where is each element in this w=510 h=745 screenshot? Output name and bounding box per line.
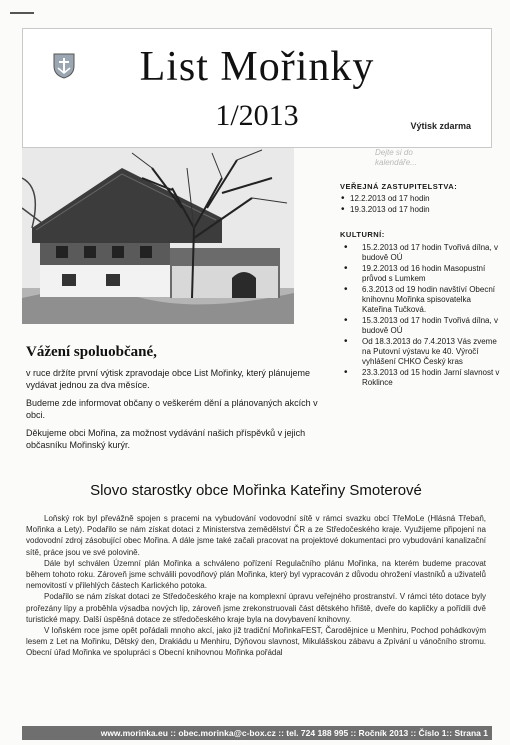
council-heading: VEŘEJNÁ ZASTUPITELSTVA:	[340, 182, 458, 191]
list-item: • 23.3.2013 od 15 hodin Jarní slavnost v Roklince	[340, 368, 500, 388]
list-item: • 12.2.2013 od 17 hodin	[340, 194, 500, 204]
article-title: Slovo starostky obce Mořinka Kateřiny Smoterové	[90, 482, 422, 499]
free-copy-label: Výtisk zdarma	[410, 121, 471, 131]
culture-heading: KULTURNÍ:	[340, 230, 385, 239]
mayor-article	[26, 482, 486, 659]
masthead	[22, 28, 492, 148]
list-item: • 15.3.2013 od 17 hodin Tvořivá dílna, v budově OÚ	[340, 316, 500, 336]
cottage-photo	[22, 148, 294, 324]
issue-number: 1/2013	[215, 99, 299, 132]
list-item: • Od 18.3.2013 do 7.4.2013 Vás zveme na Putovní výstavu ke 40. Výročí vyhlášení CHKO Český kras	[340, 337, 500, 367]
culture-events	[340, 230, 500, 396]
events-list	[340, 182, 500, 223]
article-paragraph: Dále byl schválen Územní plán Mořinka a schváleno pořízení Regulačního plánu Mořinka, na kterém budeme pracovat během tohoto roku. Zároveň jsme schválili povodňový plán Mořinka, který byl vypracován z důvodu ohrožení vlastníků a uživatelů nemovitostí v přilehlých částech Karlického potoka.	[26, 558, 486, 591]
footer-bar: www.morinka.eu :: obec.morinka@c-box.cz :: tel. 724 188 995 :: Ročník 2013 :: Číslo 1:: Strana 1	[22, 726, 492, 740]
article-paragraph: V loňském roce jsme opět pořádali mnoho akcí, jako již tradiční MořinkaFEST, Čarodějnice u Menhiru, Pochod pohádkovým lesem z Let na Mořinku, Dětský den, Drakiádu u Menhiru, Dýňovou slavnost, Mikulášskou zábavu a Zpívání u vánočního stromu. Obecní úřad Mořinka ve spolupráci s Obecní knihovnou Mořinka pořádal	[26, 626, 486, 658]
list-item: • 6.3.2013 od 19 hodin navštíví Obecní knihovnu Mořinka spisovatelka Kateřina Tučková.	[340, 285, 500, 315]
council-dates	[340, 194, 500, 215]
greeting-paragraph: Děkujeme obci Mořina, za možnost vydávání našich příspěvků v jejich občasníku Mořinský kurýr.	[26, 428, 306, 450]
newsletter-title: List Mořinky	[139, 44, 375, 90]
greeting-paragraph: Budeme zde informovat občany o veškerém dění a plánovaných akcích v obci.	[26, 398, 318, 420]
calendar-note: Dejte si do kalendáře...	[375, 148, 417, 167]
list-item: • 15.2.2013 od 17 hodin Tvořivá dílna, v budově OÚ	[340, 243, 500, 263]
article-paragraph: Loňský rok byl převážně spojen s pracemi na vybudování vodovodní sítě v rámci svazku obcí TřeMoLe (Hlásná Třebaň, Mořinka a Lety). Podařilo se nám získat dotaci z Ministerstva zemědělství ČR a ze Středočeského kraje. Využijeme připojení na vodovodní zdroj zásobující obec Mořina. A dále jsme také začali pracovat na projektové dokumentaci pro vybudování kanalizační sítě, práce jsou ve své polovině.	[26, 514, 486, 557]
greeting-paragraph: v ruce držíte první výtisk zpravodaje obce List Mořinky, který plánujeme vydávat jednou za dva měsíce.	[26, 368, 310, 390]
list-item: • 19.3.2013 od 17 hodin	[340, 205, 500, 215]
article-paragraph: Podařilo se nám získat dotaci ze Středočeského kraje na komplexní úpravu veřejného prostranství. V rámci této dotace byly prořezány lípy a proběhla výsadba nových lip, zároveň jsme zrekonstruovali část dětského hřiště, dveře do kapličky a pořídili dvě turistické mapy. Další úspěšná dotace ze středočeského kraje byla na dovybavení knihovny.	[26, 592, 486, 624]
greeting-heading: Vážení spoluobčané,	[26, 344, 157, 360]
culture-dates	[340, 243, 500, 388]
list-item: • 19.2.2013 od 16 hodin Masopustní průvod s Lumkem	[340, 264, 500, 284]
scan-mark	[10, 12, 34, 14]
greeting-section	[26, 344, 336, 457]
